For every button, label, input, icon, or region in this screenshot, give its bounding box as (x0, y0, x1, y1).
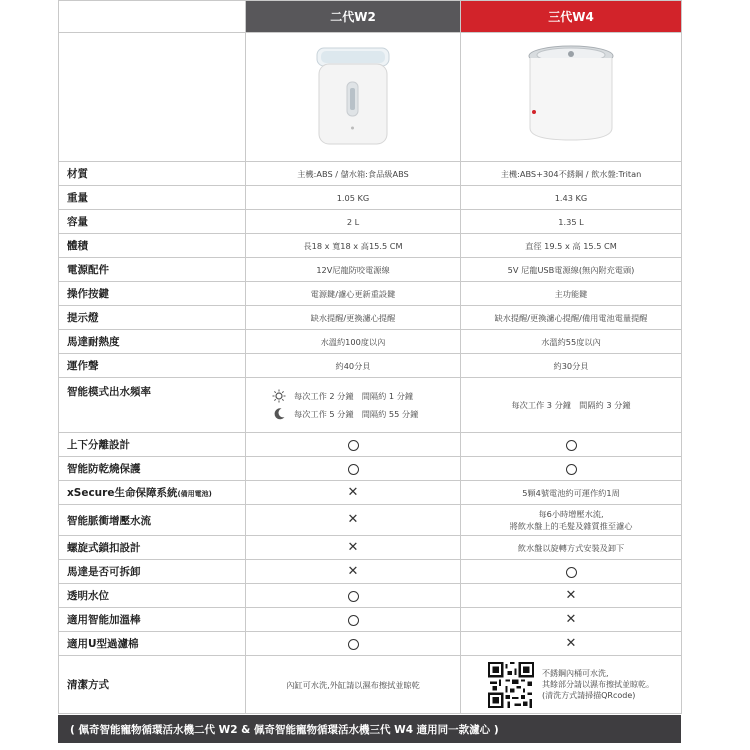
w4-value (461, 632, 682, 656)
w2-smart-mode (246, 378, 461, 433)
w2-value: 缺水提醒/更換濾心提醒 (246, 306, 461, 330)
w4-value: 飲水盤以旋轉方式安裝及卸下 (461, 536, 682, 560)
qr-cell (461, 662, 681, 708)
row-volume (59, 234, 682, 258)
sun-icon (272, 389, 286, 403)
feature-label: 提示燈 (59, 306, 246, 330)
w4-text-line1: 每6小時增壓水流, (538, 509, 604, 519)
comparison-table (58, 0, 682, 714)
w4-value: 主機:ABS+304不銹鋼 / 飲水盤:Tritan (461, 162, 682, 186)
feature-label: 適用智能加溫棒 (59, 608, 246, 632)
row-spiral-lock (59, 536, 682, 560)
w2-value: 電源鍵/濾心更新重設鍵 (246, 282, 461, 306)
w2-product-image (246, 33, 461, 162)
no-cross-icon: ✕ (347, 484, 359, 500)
yes-circle-icon (348, 639, 359, 650)
feature-label: 智能防乾燒保護 (59, 457, 246, 481)
feature-label: 運作聲 (59, 354, 246, 378)
yes-circle-icon (566, 567, 577, 578)
w4-value: 約30分貝 (461, 354, 682, 378)
w4-value: 5V 尼龍USB電源線(無內附充電頭) (461, 258, 682, 282)
footer-banner: ( 佩奇智能寵物循環活水機二代 W2 & 佩奇智能寵物循環活水機三代 W4 適用同一款濾心 ) (58, 715, 681, 743)
w4-value: 5顆4號電池約可運作約1周 (461, 481, 682, 505)
w4-value (461, 560, 682, 584)
no-cross-icon: ✕ (565, 635, 577, 651)
row-xsecure (59, 481, 682, 505)
row-capacity (59, 210, 682, 234)
mode-day-text: 每次工作 2 分鐘 間隔約 1 分鐘 (294, 390, 414, 401)
w4-value: 每次工作 3 分鐘 間隔約 3 分鐘 (461, 378, 682, 433)
w4-value (461, 584, 682, 608)
row-buttons (59, 282, 682, 306)
mode-line-night (246, 405, 460, 423)
row-heater (59, 608, 682, 632)
yes-circle-icon (348, 615, 359, 626)
moon-icon (272, 407, 286, 421)
feature-label: 容量 (59, 210, 246, 234)
w4-value (461, 457, 682, 481)
w4-cleaning (461, 656, 682, 714)
row-pulse-flow (59, 505, 682, 536)
no-cross-icon: ✕ (347, 539, 359, 555)
w2-value: 1.05 KG (246, 186, 461, 210)
w4-value (461, 608, 682, 632)
cleaning-line1: 不銹鋼內桶可水洗, (542, 669, 609, 678)
w2-value (246, 608, 461, 632)
w4-text-line2: 將飲水盤上的毛髮及雜質推至濾心 (509, 521, 633, 531)
feature-label: 智能脈衝增壓水流 (59, 505, 246, 536)
w2-value (246, 560, 461, 584)
w4-value: 1.43 KG (461, 186, 682, 210)
feature-label: 清潔方式 (59, 656, 246, 714)
feature-label: 透明水位 (59, 584, 246, 608)
row-transparent-level (59, 584, 682, 608)
qr-code-icon[interactable] (488, 662, 534, 708)
w2-value (246, 536, 461, 560)
row-noise (59, 354, 682, 378)
w2-value: 內缸可水洗,外缸請以濕布擦拭並晾乾 (246, 656, 461, 714)
w2-value: 水溫約100度以內 (246, 330, 461, 354)
header-w2: 二代W2 (246, 1, 461, 33)
yes-circle-icon (566, 464, 577, 475)
feature-note: (備用電池) (177, 490, 212, 498)
cleaning-line3: (清洗方式請掃描QRcode) (542, 691, 636, 700)
row-dry-burn (59, 457, 682, 481)
comparison-table-frame (58, 0, 681, 714)
feature-label: 操作按鍵 (59, 282, 246, 306)
w2-value (246, 457, 461, 481)
row-indicator (59, 306, 682, 330)
w4-value (461, 505, 682, 536)
yes-circle-icon (348, 440, 359, 451)
qr-text (542, 668, 654, 701)
w2-value: 約40分貝 (246, 354, 461, 378)
yes-circle-icon (566, 440, 577, 451)
row-cleaning (59, 656, 682, 714)
w2-value: 12V尼龍防咬電源線 (246, 258, 461, 282)
feature-label: 材質 (59, 162, 246, 186)
feature-label: 馬達耐熱度 (59, 330, 246, 354)
feature-label: 上下分離設計 (59, 433, 246, 457)
w4-value (461, 433, 682, 457)
w4-value: 主功能鍵 (461, 282, 682, 306)
w4-value: 缺水提醒/更換濾心提醒/備用電池電量提醒 (461, 306, 682, 330)
cleaning-line2: 其餘部分請以濕布擦拭並晾乾。 (542, 680, 654, 689)
product-image-row (59, 33, 682, 162)
w2-value (246, 632, 461, 656)
feature-text: xSecure生命保障系統 (67, 487, 178, 499)
row-power (59, 258, 682, 282)
header-w4: 三代W4 (461, 1, 682, 33)
no-cross-icon: ✕ (347, 512, 359, 527)
w4-value: 1.35 L (461, 210, 682, 234)
row-split-design (59, 433, 682, 457)
feature-label: 體積 (59, 234, 246, 258)
w2-value (246, 505, 461, 536)
row-motor-heat (59, 330, 682, 354)
row-smart-mode (59, 378, 682, 433)
no-cross-icon: ✕ (565, 611, 577, 627)
no-cross-icon: ✕ (347, 563, 359, 579)
w2-value: 2 L (246, 210, 461, 234)
row-weight (59, 186, 682, 210)
mode-line-day (246, 387, 460, 405)
w2-value (246, 433, 461, 457)
w4-value: 水溫約55度以內 (461, 330, 682, 354)
row-u-filter (59, 632, 682, 656)
feature-label: 適用U型過濾棉 (59, 632, 246, 656)
w4-fountain-image (516, 40, 626, 150)
yes-circle-icon (348, 591, 359, 602)
feature-label: 螺旋式鎖扣設計 (59, 536, 246, 560)
w4-product-image (461, 33, 682, 162)
w2-value (246, 584, 461, 608)
w2-fountain-image (303, 40, 403, 150)
header-blank (59, 1, 246, 33)
mode-night-text: 每次工作 5 分鐘 間隔約 55 分鐘 (294, 408, 419, 419)
feature-label: 智能模式出水頻率 (59, 378, 246, 433)
header-row (59, 1, 682, 33)
row-motor-removable (59, 560, 682, 584)
w2-value (246, 481, 461, 505)
no-cross-icon: ✕ (565, 587, 577, 603)
w4-value: 直徑 19.5 x 高 15.5 CM (461, 234, 682, 258)
image-blank (59, 33, 246, 162)
feature-label: 重量 (59, 186, 246, 210)
yes-circle-icon (348, 464, 359, 475)
feature-label: 馬達是否可拆卸 (59, 560, 246, 584)
feature-label: 電源配件 (59, 258, 246, 282)
feature-label (59, 481, 246, 505)
row-material (59, 162, 682, 186)
w2-value: 長18 x 寬18 x 高15.5 CM (246, 234, 461, 258)
w2-value: 主機:ABS / 儲水箱:食品級ABS (246, 162, 461, 186)
